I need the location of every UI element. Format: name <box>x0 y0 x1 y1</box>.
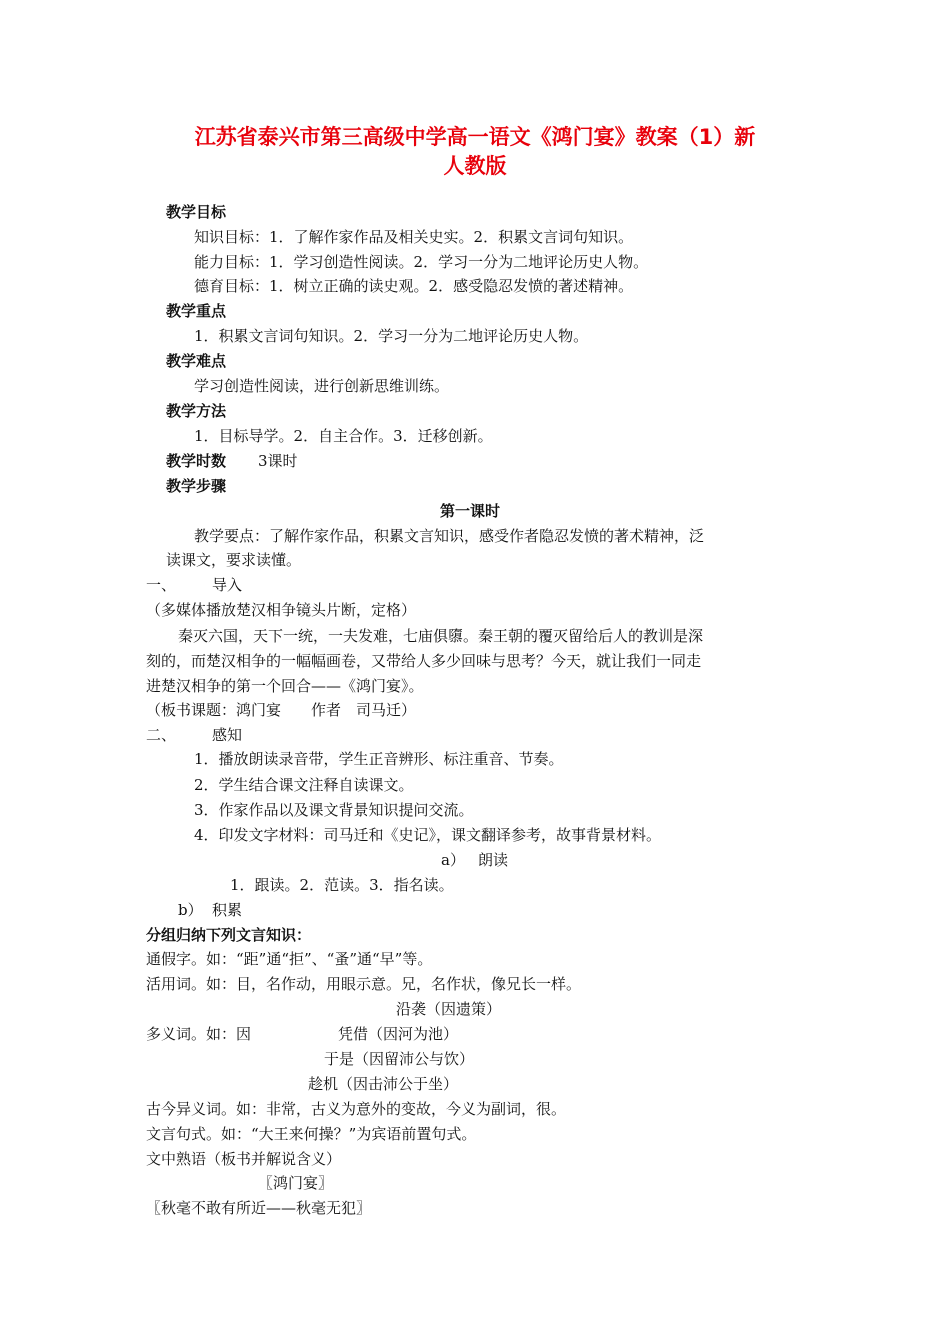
document-title-line2: 人教版 <box>443 154 507 178</box>
goal-moral: 德育目标：1．树立正确的读史观。2．感受隐忍发愤的著述精神。 <box>194 277 634 295</box>
steps-heading: 教学步骤 <box>166 477 227 495</box>
document-title-line1: 江苏省泰兴市第三高级中学高一语文《鸿门宴》教案（1）新 <box>194 125 756 149</box>
perception-step-1: 1．播放朗读录音带，学生正音辨形、标注重音、节奏。 <box>194 750 564 768</box>
sub-b-label: b） <box>178 901 203 919</box>
gujin-line: 古今异义词。如：非常，古义为意外的变故，今义为副词，很。 <box>146 1100 567 1118</box>
goal-ability: 能力目标：1．学习创造性阅读。2．学习一分为二地评论历史人物。 <box>194 253 649 271</box>
goals-heading: 教学目标 <box>166 203 227 221</box>
board-note: （板书课题：鸿门宴 作者 司马迁） <box>146 701 417 719</box>
key-points-heading: 教学重点 <box>166 302 227 320</box>
duoyi-item-1: 沿袭（因遗策） <box>396 1000 502 1018</box>
duoyi-item-3: 于是（因留沛公与饮） <box>324 1050 475 1068</box>
perception-step-3: 3．作家作品以及课文背景知识提问交流。 <box>194 801 474 819</box>
tongjia-line: 通假字。如：“距”通“拒”、“蚤”通“早”等。 <box>146 950 433 968</box>
difficult-points-heading: 教学难点 <box>166 352 227 370</box>
idiom-1: 〖鸿门宴〗 <box>258 1174 334 1192</box>
shuyu-line: 文中熟语（板书并解说含义） <box>146 1150 342 1168</box>
method-text: 1．目标导学。2．自主合作。3．迁移创新。 <box>194 427 493 445</box>
group-summary-heading: 分组归纳下列文言知识： <box>146 926 312 944</box>
perception-step-4: 4．印发文字材料：司马迁和《史记》，课文翻译参考，故事背景材料。 <box>194 826 662 844</box>
lesson1-points-line1: 教学要点：了解作家作品，积累文言知识，感受作者隐忍发愤的著术精神，泛 <box>194 527 705 545</box>
duoyi-item-2: 凭借（因河为池） <box>338 1025 459 1043</box>
intro-paragraph-line3: 进楚汉相争的第一个回合——《鸿门宴》。 <box>146 677 424 695</box>
part2-number: 二、 <box>146 726 177 744</box>
duoyi-label: 多义词。如：因 <box>146 1025 252 1043</box>
media-note: （多媒体播放楚汉相争镜头片断，定格） <box>146 601 417 619</box>
lesson1-heading: 第一课时 <box>440 502 501 520</box>
difficult-points-text: 学习创造性阅读，进行创新思维训练。 <box>194 377 450 395</box>
reading-steps: 1．跟读。2．范读。3．指名读。 <box>230 876 454 894</box>
method-heading: 教学方法 <box>166 402 227 420</box>
class-hours-heading: 教学时数 <box>166 452 227 470</box>
goal-knowledge: 知识目标：1．了解作家作品及相关史实。2．积累文言词句知识。 <box>194 228 634 246</box>
lesson1-points-line2: 读课文，要求读懂。 <box>166 551 302 569</box>
huoyong-line: 活用词。如：目，名作动，用眼示意。兄，名作状，像兄长一样。 <box>146 975 582 993</box>
intro-paragraph-line2: 刻的，而楚汉相争的一幅幅画卷，又带给人多少回味与思考？今天，就让我们一同走 <box>146 652 702 670</box>
perception-step-2: 2．学生结合课文注释自读课文。 <box>194 776 414 794</box>
class-hours-value: 3课时 <box>258 452 298 470</box>
intro-paragraph-line1: 秦灭六国，天下一统，一夫发难，七庙俱隳。秦王朝的覆灭留给后人的教训是深 <box>178 627 704 645</box>
part2-title: 感知 <box>212 726 243 744</box>
part1-title: 导入 <box>212 576 243 594</box>
sub-b-title: 积累 <box>212 901 243 919</box>
sub-a-title: 朗读 <box>478 851 509 869</box>
sub-a-label: a） <box>441 851 465 869</box>
part1-number: 一、 <box>146 576 177 594</box>
key-points-text: 1．积累文言词句知识。2．学习一分为二地评论历史人物。 <box>194 327 589 345</box>
idiom-2: 〖秋毫不敢有所近——秋毫无犯〗 <box>146 1199 372 1217</box>
duoyi-item-4: 趁机（因击沛公于坐） <box>308 1075 459 1093</box>
jushi-line: 文言句式。如：“大王来何操？”为宾语前置句式。 <box>146 1125 477 1143</box>
